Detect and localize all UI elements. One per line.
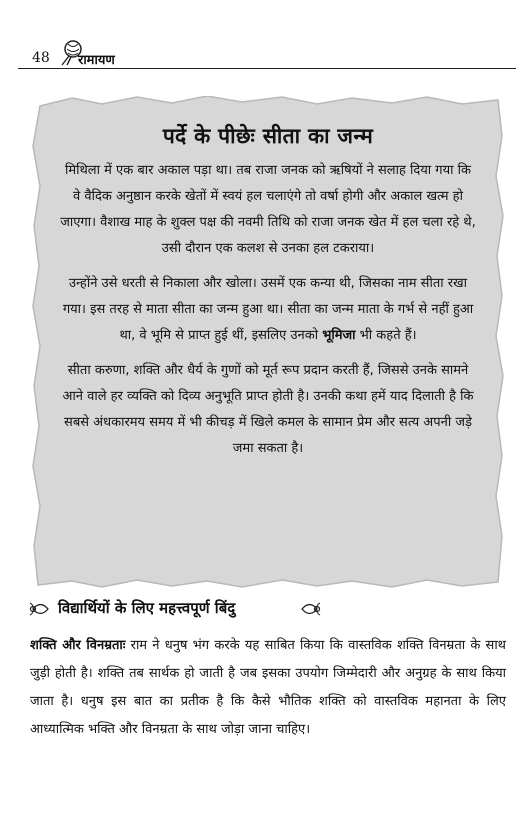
- panel-paragraph-2: [60, 271, 476, 349]
- section-title: विद्यार्थियों के लिए महत्त्वपूर्ण बिंदु: [58, 599, 236, 617]
- body-paragraph: [30, 632, 506, 744]
- floral-ornament-icon: [300, 598, 322, 620]
- header-rule: [18, 68, 516, 69]
- bhumija-term: भूमिजा: [322, 328, 356, 343]
- panel-paragraph-1: मिथिला में एक बार अकाल पड़ा था। तब राजा जनक को ऋषियों ने सलाह दिया गया कि वे वैदिक अनुष्ठान करके खेतों में स्वयं हल चलाएंगे तो वर्षा होगी और अकाल खत्म हो जाएगा। वैशाख माह के शुक्ल पक्ष की नवमी तिथि को राजा जनक खेत में हल चला रहे थे, उसी दौरान एक कलश से उनका हल टकराया।: [60, 163, 476, 256]
- scroll-panel: [32, 96, 504, 588]
- paragraph-2-text: उन्होंने उसे धरती से निकाला और खोला। उसमें एक कन्या थी, जिसका नाम सीता रखा गया। इस तरह से माता सीता का जन्म हुआ था। सीता का जन्म माता के गर्भ से नहीं हुआ था, वे भूमि से प्राप्त हुई थीं, इसलिए उनको: [62, 276, 474, 343]
- paragraph-2-end: भी कहते हैं।: [355, 328, 417, 343]
- book-title: रामायण: [78, 53, 115, 68]
- panel-paragraph-3: सीता करुणा, शक्ति और धैर्य के गुणों को मूर्त रूप प्रदान करती हैं, जिससे उनके सामने आने वाले हर व्यक्ति को दिव्य अनुभूति प्राप्त होती है। उनकी कथा हमें याद दिलाती है कि सबसे अंधकारमय समय में भी कीचड़ में खिले कमल के सामान प्रेम और सत्य अपनी जड़े जमा सकता है।: [62, 363, 474, 456]
- panel-title: पर्दे के पीछेः सीता का जन्म: [162, 124, 374, 148]
- body-text: राम ने धनुष भंग करके यह साबित किया कि वास्तविक शक्ति विनम्रता के साथ जुड़ी होती है। शक्ति तब सार्थक हो जाती है जब इसका उपयोग जिम्मेदारी और अनुग्रह के साथ किया जाता है। धनुष इस बात का प्रतीक है कि कैसे भौतिक शक्ति को वास्तविक महानता के लिए आध्यात्मिक भक्ति और विनम्रता के साथ जोड़ा जाना चाहिए।: [30, 638, 506, 737]
- page-header: [18, 38, 518, 68]
- floral-ornament-icon: [28, 598, 50, 620]
- page-number: 48: [32, 50, 50, 66]
- section-heading: [28, 594, 508, 624]
- body-lead: शक्ति और विनम्रताः: [30, 638, 126, 653]
